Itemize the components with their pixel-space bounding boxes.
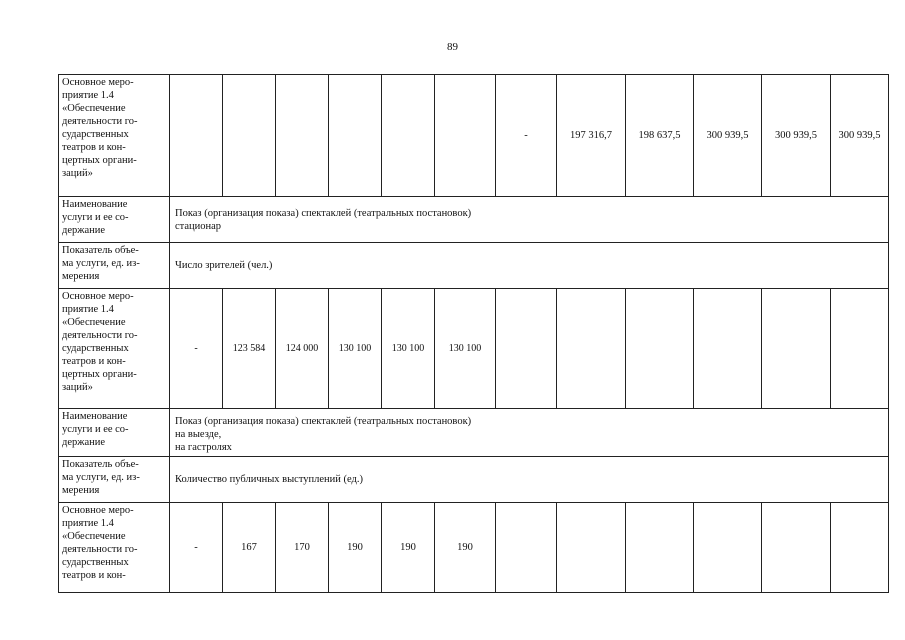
value-cell <box>626 289 694 409</box>
value-cell <box>762 289 831 409</box>
row-label: Показатель объе- ма услуги, ед. из- мерения <box>59 243 170 289</box>
row-label: Наименование услуги и ее со- держание <box>59 409 170 457</box>
row-label: Основное меро- приятие 1.4 «Обеспечение деятельности го- сударственных театров и кон- цертных органи- заций» <box>59 75 170 197</box>
value-cell: 170 <box>276 503 329 593</box>
row-label: Наименование услуги и ее со- держание <box>59 197 170 243</box>
value-cell: 167 <box>223 503 276 593</box>
value-cell <box>694 503 762 593</box>
value-cell <box>276 75 329 197</box>
table-row-values <box>59 75 889 197</box>
row-description: Число зрителей (чел.) <box>170 243 889 289</box>
value-cell: 300 939,5 <box>762 75 831 197</box>
value-cell <box>831 289 889 409</box>
table-row-values <box>59 289 889 409</box>
value-cell <box>557 289 626 409</box>
value-cell <box>626 503 694 593</box>
value-cell: 300 939,5 <box>694 75 762 197</box>
value-cell <box>557 503 626 593</box>
value-cell: 130 100 <box>435 289 496 409</box>
budget-table <box>58 74 889 593</box>
value-cell: 190 <box>382 503 435 593</box>
value-cell: 130 100 <box>329 289 382 409</box>
value-cell <box>223 75 276 197</box>
value-cell <box>831 503 889 593</box>
value-cell <box>329 75 382 197</box>
value-cell <box>170 75 223 197</box>
row-description: Показ (организация показа) спектаклей (театральных постановок) стационар <box>170 197 889 243</box>
value-cell: 190 <box>435 503 496 593</box>
table-row-description <box>59 409 889 457</box>
value-cell <box>496 503 557 593</box>
value-cell: 124 000 <box>276 289 329 409</box>
table-row-description <box>59 197 889 243</box>
value-cell: 123 584 <box>223 289 276 409</box>
value-cell <box>762 503 831 593</box>
value-cell: 130 100 <box>382 289 435 409</box>
value-cell: - <box>496 75 557 197</box>
table-row-values <box>59 503 889 593</box>
row-label: Показатель объе- ма услуги, ед. из- мерения <box>59 457 170 503</box>
value-cell <box>694 289 762 409</box>
value-cell: 198 637,5 <box>626 75 694 197</box>
value-cell: 300 939,5 <box>831 75 889 197</box>
row-description: Показ (организация показа) спектаклей (театральных постановок) на выезде, на гастролях <box>170 409 889 457</box>
page-number: 89 <box>447 41 458 53</box>
table-row-description <box>59 243 889 289</box>
value-cell <box>435 75 496 197</box>
row-label: Основное меро- приятие 1.4 «Обеспечение деятельности го- сударственных театров и кон- цертных органи- заций» <box>59 289 170 409</box>
value-cell: - <box>170 503 223 593</box>
row-label: Основное меро- приятие 1.4 «Обеспечение деятельности го- сударственных театров и кон- <box>59 503 170 593</box>
value-cell <box>496 289 557 409</box>
value-cell: 190 <box>329 503 382 593</box>
value-cell: 197 316,7 <box>557 75 626 197</box>
row-description: Количество публичных выступлений (ед.) <box>170 457 889 503</box>
table-row-description <box>59 457 889 503</box>
value-cell <box>382 75 435 197</box>
value-cell: - <box>170 289 223 409</box>
